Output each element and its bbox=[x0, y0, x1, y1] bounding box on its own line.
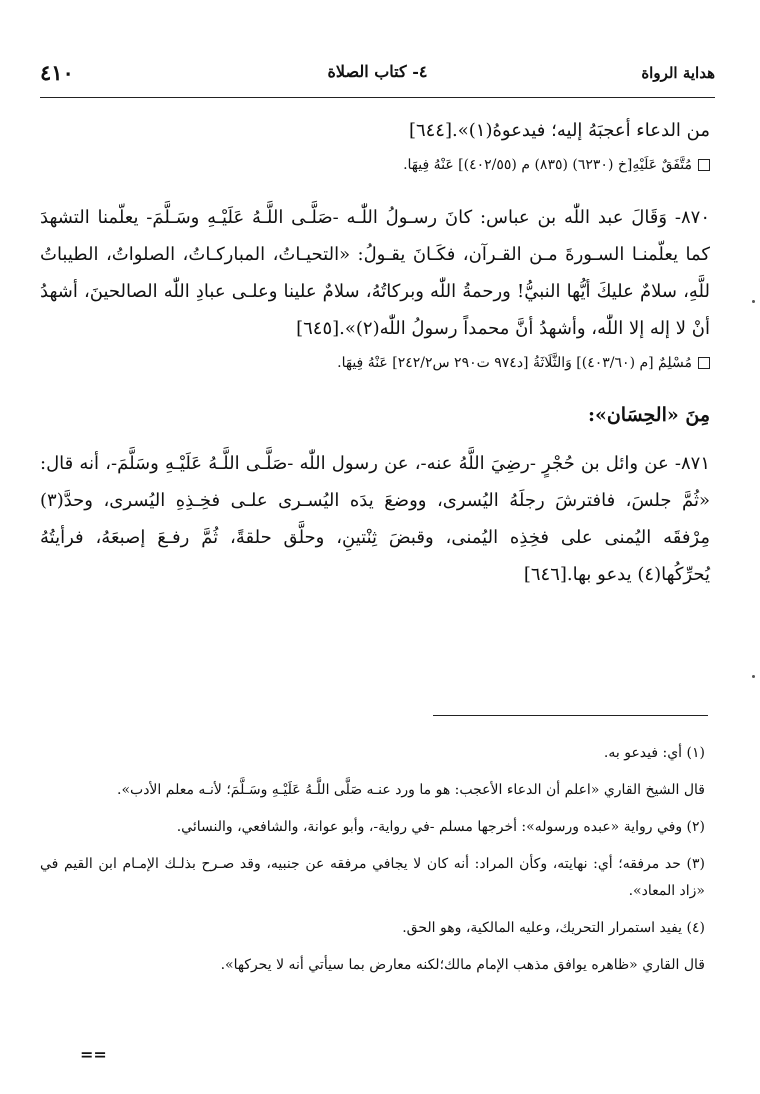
footnote-4: (٤) يفيد استمرار التحريك، وعليه المالكية، وهو الحق. bbox=[402, 920, 705, 936]
page-number: ٤١٠ bbox=[40, 60, 74, 85]
footnote-4-comment: قال القاري «ظاهره يوافق مذهب الإمام مالك؛لكنه معارض بما سيأتي أنه لا يحركها». bbox=[220, 957, 705, 973]
footnotes bbox=[40, 740, 705, 989]
square-icon bbox=[698, 159, 710, 171]
book-title: هداية الرواة bbox=[641, 64, 715, 82]
square-icon bbox=[698, 357, 710, 369]
footnote-3: (٣) حد مرفقه؛ أي: نهايته، وكأن المراد: أنه كان لا يجافي مرفقه عن جنبيه، وقد صـرح بذلـك الإمـام ابن القيم في «زاد المعاد». bbox=[40, 856, 705, 899]
section-heading: مِنَ «الحِسَان»: bbox=[587, 404, 710, 426]
scan-speck bbox=[752, 300, 755, 303]
source-reference bbox=[40, 351, 710, 375]
hadith-871: ٨٧١- عن وائل بن حُجْرٍ -رضِيَ اللَّهُ عنه-، عن رسول اللّٰه -صَلَّـى اللَّـهُ عَلَيْـهِ وسَلَّمَ-، أنه قال: «ثُمَّ جلسَ، فافترشَ رجلَهُ اليُسرى، ووضعَ يدَه اليُسـرى علـى فخِـذِهِ اليُسرى، وحدَّ(٣) مِرْفقَه اليُمنى على فخِذِه اليُمنى، وقبضَ ثِنْتينِ، وحلَّق حلقةً، ثُمَّ رفـعَ إصبعَهُ، فرأيتُهُ يُحرِّكُها(٤) يدعو بها.[٦٤٦] bbox=[40, 453, 710, 585]
header-divider bbox=[40, 97, 715, 98]
source-reference bbox=[40, 153, 710, 177]
source-text: مُتَّفَقٌ عَلَيْهِ[خ (٦٢٣٠) (٨٣٥) م (٤٠٢/٥٥)] عَنْهُ فِيهَا. bbox=[403, 157, 692, 173]
footnote-2: (٢) وفي رواية «عبده ورسوله»: أخرجها مسلم -في رواية-، وأبو عوانة، والشافعي، والنسائي. bbox=[176, 819, 705, 835]
source-text: مُسْلِمٌ [م (٤٠٣/٦٠)] وَالثَّلَاثَةُ [د٩٧٤ ت٢٩٠ س٢٤٢/٢] عَنْهُ فِيهَا. bbox=[337, 355, 692, 371]
paragraph-continuation: من الدعاء أعجبَهُ إليه؛ فيدعوهُ(١)».[٦٤٤] bbox=[408, 120, 710, 141]
footnote-1: (١) أي: فيدعو به. bbox=[603, 745, 705, 761]
scan-speck bbox=[752, 675, 755, 678]
hadith-870: ٨٧٠- وَقَالَ عبد اللّٰه بن عباس: كانَ رسـولُ اللّٰـه -صَلَّـى اللَّـهُ عَلَيْـهِ وسَـلَّمَ- يعلّمنا التشهدَ كما يعلّمنـا السـورةَ مـن القـرآن، فكَـانَ يقـولُ: «التحيـاتُ، المباركـاتُ، الصلواتُ، الطيباتُ للَّهِ، سلامٌ عليكَ أيُّها النبيُّ! ورحمةُ اللّٰه وبركاتُهُ، سلامٌ علينا وعلـى عبادِ اللّٰه الصالحينَ، أشهدُ أنْ لا إله إلا اللّٰه، وأشهدُ أنَّ محمداً رسولُ اللّٰه(٢)».[٦٤٥] bbox=[40, 207, 710, 339]
chapter-title: ٤- كتاب الصلاة bbox=[327, 62, 428, 81]
main-text bbox=[40, 112, 710, 593]
footnote-1-comment: قال الشيخ القاري «اعلم أن الدعاء الأعجب: هو ما ورد عنـه صَلَّى اللَّـهُ عَلَيْـهِ وسَـلَّمَ؛ لأنـه معلم الأدب». bbox=[117, 782, 705, 798]
continuation-mark: == bbox=[80, 1045, 107, 1064]
footnote-divider bbox=[433, 715, 708, 716]
page-header bbox=[40, 60, 715, 96]
